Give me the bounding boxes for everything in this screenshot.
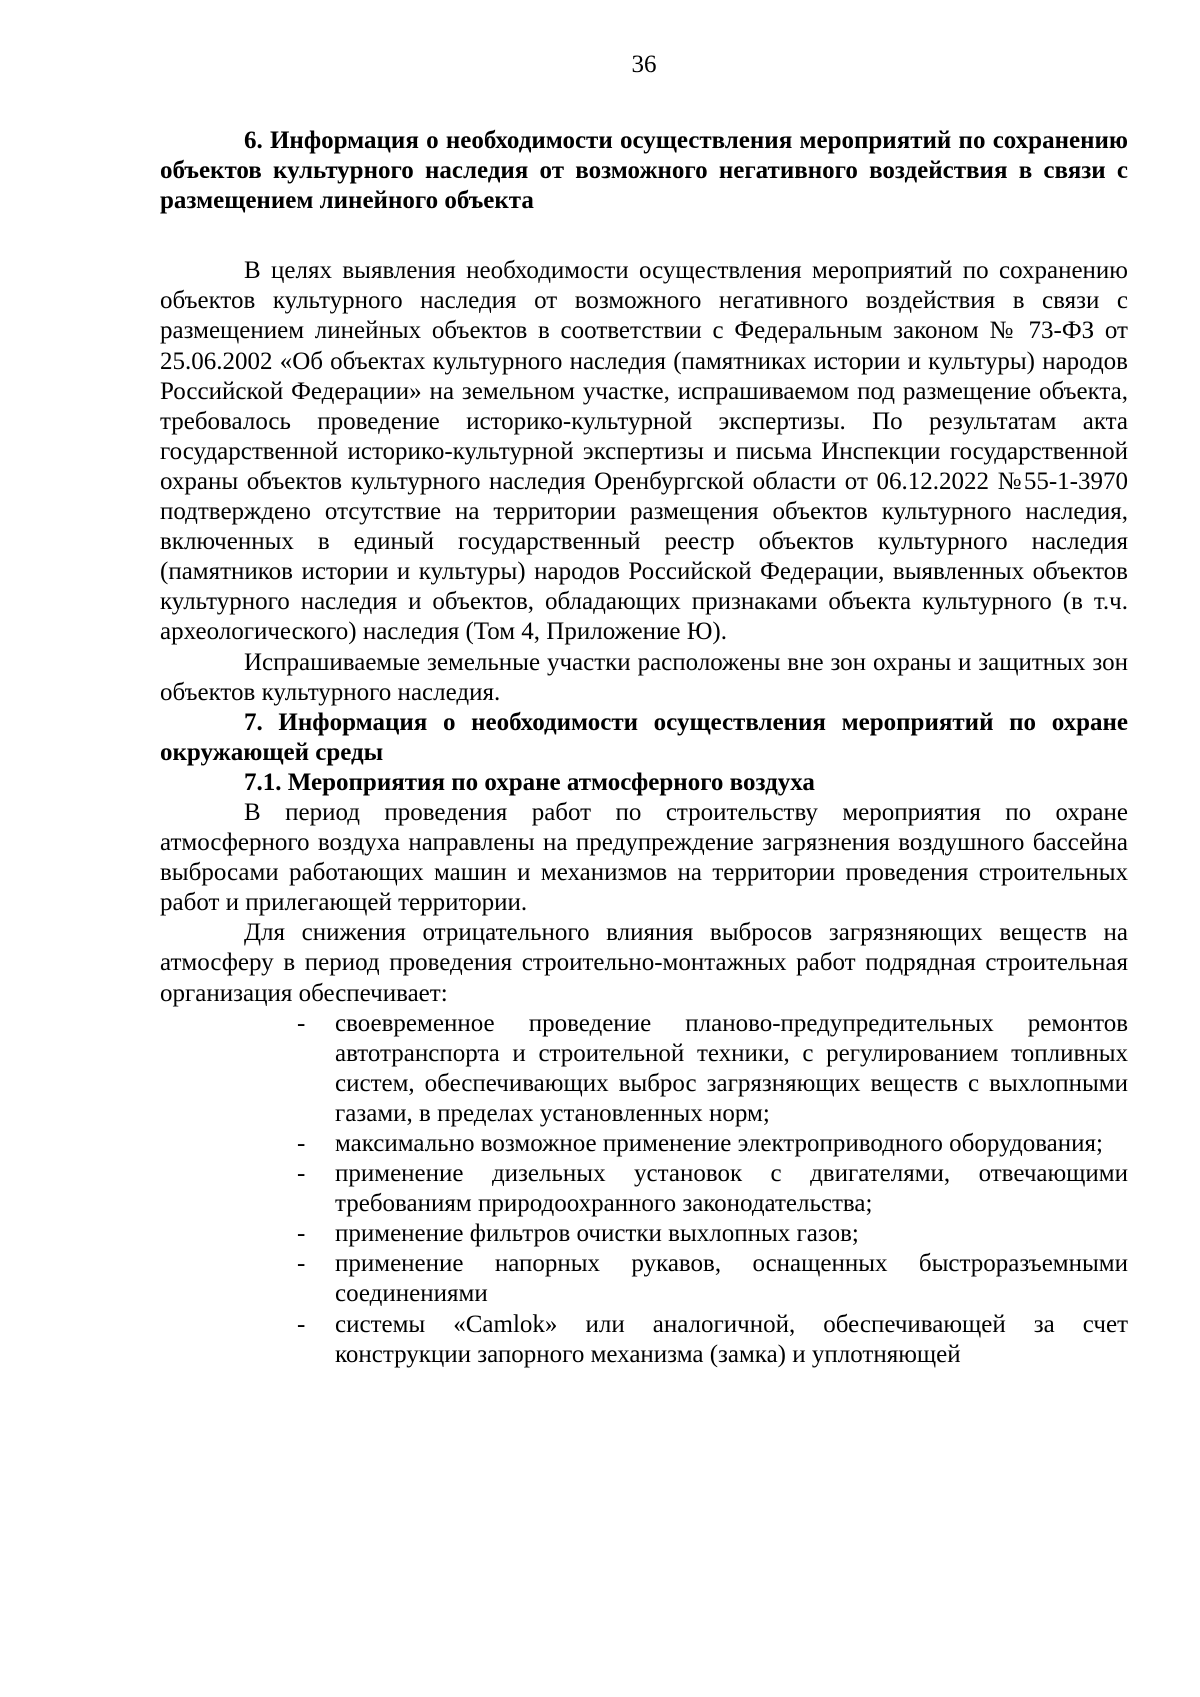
list-item [297,1009,1128,1129]
list-item [297,1129,1128,1159]
list-dash: - [297,1310,306,1338]
list-item-text: применение напорных рукавов, оснащенных быстроразъемными соединениями [335,1250,1128,1308]
list-item-text: своевременное проведение планово-предупредительных ремонтов автотранспорта и строительной техники, с регулированием топливных систем, обеспечивающих выброс загрязняющих веществ с выхлопными газами, в пределах установленных норм; [335,1009,1128,1127]
list-item [297,1219,1128,1249]
section-6-heading: 6. Информация о необходимости осуществления мероприятий по сохранению объектов культурного наследия от возможного негативного воздействия в связи с размещением линейного объекта [160,127,1128,215]
measures-list [160,1009,1128,1370]
section-7-1-heading: 7.1. Мероприятия по охране атмосферного воздуха [244,768,815,796]
list-item-text: применение фильтров очистки выхлопных газов; [335,1220,859,1248]
list-item [297,1159,1128,1219]
list-dash: - [297,1130,306,1157]
list-dash: - [297,1009,306,1037]
list-item-text: применение дизельных установок с двигателями, отвечающими требованиям природоохранного законодательства; [335,1160,1128,1218]
list-item [297,1310,1128,1370]
section-6-paragraph-2: Испрашиваемые земельные участки расположены вне зон охраны и защитных зон объектов культурного наследия. [160,648,1128,706]
list-dash: - [297,1160,306,1188]
page-number: 36 [631,51,657,78]
section-7-1-paragraph-2: Для снижения отрицательного влияния выбросов загрязняющих веществ на атмосферу в период проведения строительно-монтажных работ подрядная строительная организация обеспечивает: [160,919,1128,1007]
list-dash: - [297,1250,306,1278]
list-item [297,1249,1128,1309]
list-item-text: максимально возможное применение электроприводного оборудования; [335,1130,1103,1157]
section-7-heading: 7. Информация о необходимости осуществления мероприятий по охране окружающей среды [160,708,1128,766]
list-dash: - [297,1220,306,1248]
section-7-1-paragraph-1: В период проведения работ по строительству мероприятия по охране атмосферного воздуха направлены на предупреждение загрязнения воздушного бассейна выбросами работающих машин и механизмов на территории проведения строительных работ и прилегающей территории. [160,798,1128,917]
document-page [160,50,1128,1370]
list-item-text: системы «Camlok» или аналогичной, обеспечивающей за счет конструкции запорного механизма (замка) и уплотняющей [335,1310,1128,1368]
section-6-paragraph-1: В целях выявления необходимости осуществления мероприятий по сохранению объектов культурного наследия от возможного негативного воздействия в связи с размещением линейных объектов в соответствии с Федеральным законом № 73-ФЗ от 25.06.2002 «Об объектах культурного наследия (памятниках истории и культуры) народов Российской Федерации» на земельном участке, испрашиваемом под размещение объекта, требовалось проведение историко-культурной экспертизы. По результатам акта государственной историко-культурной экспертизы и письма Инспекции государственной охраны объектов культурного наследия Оренбургской области от 06.12.2022 №55-1-3970 подтверждено отсутствие на территории размещения объектов культурного наследия, включенных в единый государственный реестр объектов культурного наследия (памятников истории и культуры) народов Российской Федерации, выявленных объектов культурного наследия и объектов, обладающих признаками объекта культурного (в т.ч. археологического) наследия (Том 4, Приложение Ю). [160,257,1128,646]
